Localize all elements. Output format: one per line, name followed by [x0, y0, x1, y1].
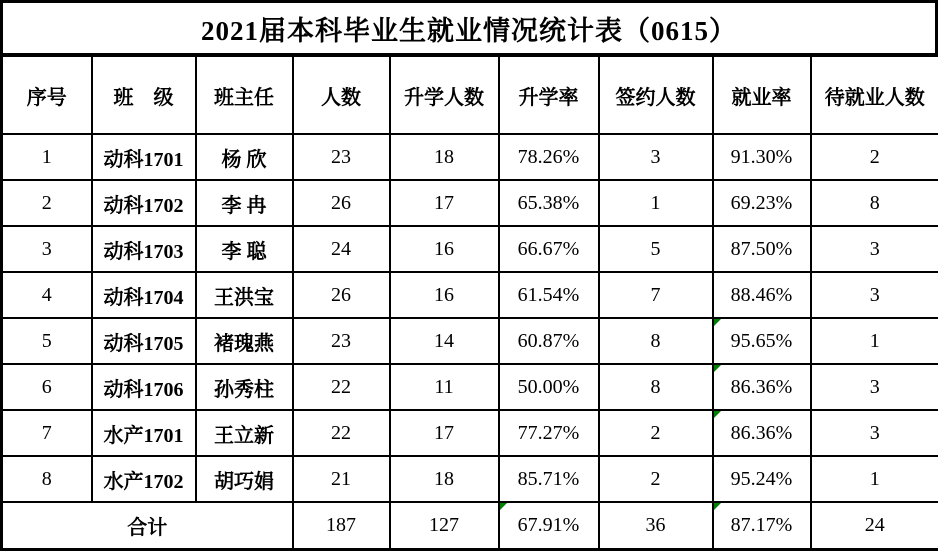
table-row — [2, 318, 938, 364]
col-header-pending-count: 待就业人数 — [811, 56, 938, 134]
col-header-advance-rate: 升学率 — [499, 56, 599, 134]
table-row — [2, 180, 938, 226]
cell-employment-rate: 88.46% — [713, 272, 811, 318]
cell-pending-count: 1 — [811, 318, 938, 364]
cell-index: 5 — [2, 318, 92, 364]
cell-head-teacher: 胡巧娟 — [196, 456, 293, 502]
cell-signed-count: 7 — [599, 272, 713, 318]
cell-advance-count: 18 — [390, 134, 499, 180]
green-triangle-marker-icon — [714, 365, 721, 372]
cell-class-name: 水产1701 — [92, 410, 196, 456]
col-header-student-count: 人数 — [293, 56, 390, 134]
cell-advance-rate: 60.87% — [499, 318, 599, 364]
cell-student-count: 22 — [293, 410, 390, 456]
cell-student-count: 26 — [293, 272, 390, 318]
cell-advance-rate: 65.38% — [499, 180, 599, 226]
cell-head-teacher: 王洪宝 — [196, 272, 293, 318]
total-row — [2, 502, 938, 549]
cell-pending-count: 3 — [811, 226, 938, 272]
total-student-count: 187 — [293, 502, 390, 549]
col-header-employment-rate: 就业率 — [713, 56, 811, 134]
header-row — [2, 56, 938, 134]
cell-class-name: 动科1706 — [92, 364, 196, 410]
cell-index: 8 — [2, 456, 92, 502]
col-header-advance-count: 升学人数 — [390, 56, 499, 134]
cell-class-name: 动科1705 — [92, 318, 196, 364]
cell-advance-rate: 61.54% — [499, 272, 599, 318]
green-triangle-marker-icon — [500, 503, 507, 510]
cell-head-teacher: 李 聪 — [196, 226, 293, 272]
cell-pending-count: 1 — [811, 456, 938, 502]
cell-advance-count: 17 — [390, 180, 499, 226]
col-header-index: 序号 — [2, 56, 92, 134]
cell-head-teacher: 孙秀柱 — [196, 364, 293, 410]
cell-class-name: 动科1704 — [92, 272, 196, 318]
cell-student-count: 26 — [293, 180, 390, 226]
cell-class-name: 动科1701 — [92, 134, 196, 180]
cell-index: 6 — [2, 364, 92, 410]
table-row — [2, 456, 938, 502]
cell-student-count: 22 — [293, 364, 390, 410]
cell-employment-rate: 86.36% — [713, 364, 811, 410]
cell-pending-count: 3 — [811, 410, 938, 456]
cell-class-name: 动科1702 — [92, 180, 196, 226]
cell-signed-count: 8 — [599, 364, 713, 410]
cell-class-name: 水产1702 — [92, 456, 196, 502]
cell-employment-rate: 69.23% — [713, 180, 811, 226]
total-advance-count: 127 — [390, 502, 499, 549]
total-advance-rate: 67.91% — [499, 502, 599, 549]
cell-advance-rate: 78.26% — [499, 134, 599, 180]
cell-signed-count: 1 — [599, 180, 713, 226]
total-pending-count: 24 — [811, 502, 938, 549]
table-title: 2021届本科毕业生就业情况统计表（0615） — [0, 0, 938, 55]
cell-head-teacher: 李 冉 — [196, 180, 293, 226]
col-header-signed-count: 签约人数 — [599, 56, 713, 134]
cell-signed-count: 3 — [599, 134, 713, 180]
cell-advance-count: 17 — [390, 410, 499, 456]
cell-advance-rate: 77.27% — [499, 410, 599, 456]
cell-pending-count: 3 — [811, 272, 938, 318]
total-label-cell: 合计 — [2, 502, 293, 549]
table-row — [2, 272, 938, 318]
cell-advance-count: 18 — [390, 456, 499, 502]
green-triangle-marker-icon — [714, 503, 721, 510]
cell-head-teacher: 褚瑰燕 — [196, 318, 293, 364]
cell-advance-rate: 50.00% — [499, 364, 599, 410]
cell-student-count: 24 — [293, 226, 390, 272]
cell-index: 1 — [2, 134, 92, 180]
table-row — [2, 134, 938, 180]
cell-advance-count: 14 — [390, 318, 499, 364]
cell-employment-rate: 95.65% — [713, 318, 811, 364]
cell-employment-rate: 87.50% — [713, 226, 811, 272]
cell-signed-count: 2 — [599, 410, 713, 456]
cell-pending-count: 3 — [811, 364, 938, 410]
total-signed-count: 36 — [599, 502, 713, 549]
employment-stats-table — [0, 55, 938, 551]
cell-index: 4 — [2, 272, 92, 318]
col-header-head-teacher: 班主任 — [196, 56, 293, 134]
cell-index: 7 — [2, 410, 92, 456]
cell-class-name: 动科1703 — [92, 226, 196, 272]
cell-advance-count: 11 — [390, 364, 499, 410]
table-row — [2, 410, 938, 456]
cell-signed-count: 2 — [599, 456, 713, 502]
cell-index: 2 — [2, 180, 92, 226]
green-triangle-marker-icon — [714, 319, 721, 326]
table-row — [2, 364, 938, 410]
cell-signed-count: 5 — [599, 226, 713, 272]
cell-student-count: 23 — [293, 134, 390, 180]
cell-employment-rate: 95.24% — [713, 456, 811, 502]
green-triangle-marker-icon — [714, 411, 721, 418]
cell-head-teacher: 杨 欣 — [196, 134, 293, 180]
cell-pending-count: 2 — [811, 134, 938, 180]
cell-signed-count: 8 — [599, 318, 713, 364]
col-header-class: 班 级 — [92, 56, 196, 134]
cell-advance-count: 16 — [390, 272, 499, 318]
cell-advance-count: 16 — [390, 226, 499, 272]
cell-employment-rate: 91.30% — [713, 134, 811, 180]
cell-pending-count: 8 — [811, 180, 938, 226]
cell-index: 3 — [2, 226, 92, 272]
total-employment-rate: 87.17% — [713, 502, 811, 549]
cell-student-count: 21 — [293, 456, 390, 502]
table-row — [2, 226, 938, 272]
cell-advance-rate: 66.67% — [499, 226, 599, 272]
cell-employment-rate: 86.36% — [713, 410, 811, 456]
cell-student-count: 23 — [293, 318, 390, 364]
cell-head-teacher: 王立新 — [196, 410, 293, 456]
cell-advance-rate: 85.71% — [499, 456, 599, 502]
